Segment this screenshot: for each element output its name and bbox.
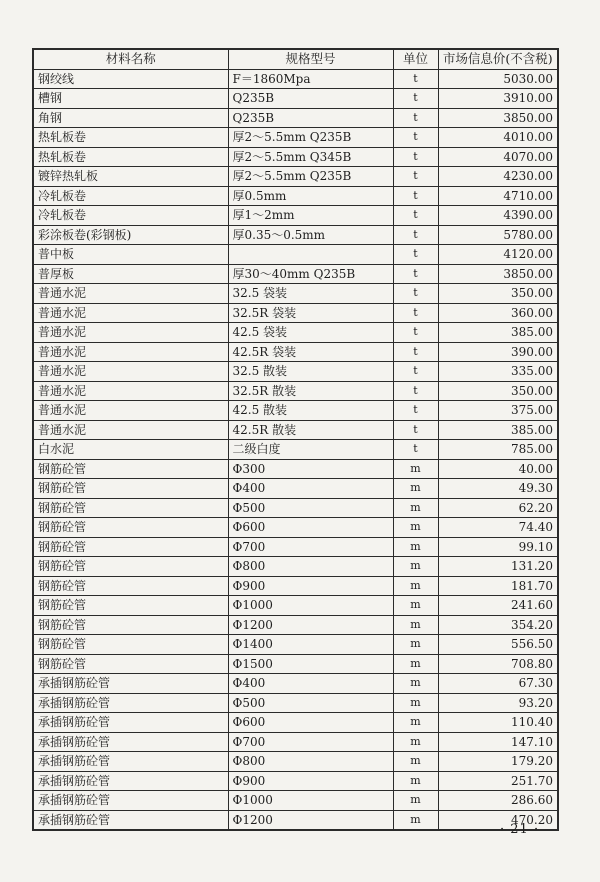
unit-cell: m xyxy=(393,771,438,791)
price-cell: 4070.00 xyxy=(438,147,558,167)
spec-cell: Q235B xyxy=(228,108,393,128)
spec-cell: 厚30～40mm Q235B xyxy=(228,264,393,284)
price-cell: 99.10 xyxy=(438,537,558,557)
spec-cell: Φ900 xyxy=(228,771,393,791)
spec-cell: 厚2～5.5mm Q235B xyxy=(228,128,393,148)
spec-cell: Φ700 xyxy=(228,732,393,752)
price-cell: 3850.00 xyxy=(438,264,558,284)
spec-cell: 32.5 袋装 xyxy=(228,284,393,304)
spec-cell: 42.5R 散装 xyxy=(228,420,393,440)
table-row xyxy=(33,713,558,733)
table-row xyxy=(33,69,558,89)
table-row xyxy=(33,245,558,265)
material-name-cell: 钢筋砼管 xyxy=(33,576,228,596)
unit-cell: t xyxy=(393,420,438,440)
spec-cell: 厚0.35～0.5mm xyxy=(228,225,393,245)
table-row xyxy=(33,108,558,128)
table-row xyxy=(33,518,558,538)
unit-cell: m xyxy=(393,498,438,518)
unit-cell: m xyxy=(393,635,438,655)
price-cell: 241.60 xyxy=(438,596,558,616)
unit-cell: t xyxy=(393,89,438,109)
unit-cell: m xyxy=(393,654,438,674)
unit-cell: m xyxy=(393,479,438,499)
spec-cell: Φ500 xyxy=(228,498,393,518)
spec-cell: Φ300 xyxy=(228,459,393,479)
unit-cell: m xyxy=(393,713,438,733)
table-row xyxy=(33,284,558,304)
price-cell: 4120.00 xyxy=(438,245,558,265)
table-row xyxy=(33,752,558,772)
table-row xyxy=(33,498,558,518)
spec-cell xyxy=(228,245,393,265)
material-name-cell: 承插钢筋砼管 xyxy=(33,713,228,733)
spec-cell: F＝1860Mpa xyxy=(228,69,393,89)
price-cell: 360.00 xyxy=(438,303,558,323)
material-name-cell: 承插钢筋砼管 xyxy=(33,771,228,791)
unit-cell: t xyxy=(393,284,438,304)
price-cell: 708.80 xyxy=(438,654,558,674)
material-name-cell: 钢筋砼管 xyxy=(33,557,228,577)
table-row xyxy=(33,303,558,323)
unit-cell: t xyxy=(393,69,438,89)
table-row xyxy=(33,596,558,616)
material-name-cell: 普通水泥 xyxy=(33,323,228,343)
table-row xyxy=(33,225,558,245)
spec-cell: 42.5R 袋装 xyxy=(228,342,393,362)
price-cell: 335.00 xyxy=(438,362,558,382)
material-name-cell: 钢绞线 xyxy=(33,69,228,89)
spec-cell: Φ400 xyxy=(228,479,393,499)
spec-cell: 42.5 散装 xyxy=(228,401,393,421)
spec-cell: 厚2～5.5mm Q345B xyxy=(228,147,393,167)
table-row xyxy=(33,186,558,206)
spec-cell: Q235B xyxy=(228,89,393,109)
material-name-cell: 钢筋砼管 xyxy=(33,615,228,635)
unit-cell: t xyxy=(393,362,438,382)
price-cell: 354.20 xyxy=(438,615,558,635)
price-cell: 40.00 xyxy=(438,459,558,479)
material-name-cell: 承插钢筋砼管 xyxy=(33,791,228,811)
material-name-cell: 钢筋砼管 xyxy=(33,498,228,518)
material-name-cell: 钢筋砼管 xyxy=(33,596,228,616)
price-cell: 4390.00 xyxy=(438,206,558,226)
price-cell: 3910.00 xyxy=(438,89,558,109)
header-unit: 单位 xyxy=(393,49,438,69)
table-row xyxy=(33,459,558,479)
table-row xyxy=(33,810,558,830)
material-name-cell: 普厚板 xyxy=(33,264,228,284)
price-cell: 110.40 xyxy=(438,713,558,733)
unit-cell: t xyxy=(393,186,438,206)
header-material-name: 材料名称 xyxy=(33,49,228,69)
table-row xyxy=(33,401,558,421)
price-cell: 5780.00 xyxy=(438,225,558,245)
material-name-cell: 白水泥 xyxy=(33,440,228,460)
price-cell: 556.50 xyxy=(438,635,558,655)
table-row xyxy=(33,342,558,362)
table-row xyxy=(33,206,558,226)
spec-cell: 32.5R 散装 xyxy=(228,381,393,401)
table-body xyxy=(33,69,558,830)
price-cell: 375.00 xyxy=(438,401,558,421)
material-name-cell: 普通水泥 xyxy=(33,284,228,304)
table-row xyxy=(33,147,558,167)
material-name-cell: 热轧板卷 xyxy=(33,147,228,167)
spec-cell: 厚0.5mm xyxy=(228,186,393,206)
price-cell: 179.20 xyxy=(438,752,558,772)
spec-cell: 32.5 散装 xyxy=(228,362,393,382)
table-row xyxy=(33,381,558,401)
price-cell: 181.70 xyxy=(438,576,558,596)
price-cell: 4710.00 xyxy=(438,186,558,206)
table-row xyxy=(33,635,558,655)
material-name-cell: 钢筋砼管 xyxy=(33,459,228,479)
material-name-cell: 普通水泥 xyxy=(33,381,228,401)
header-price: 市场信息价(不含税) xyxy=(438,49,558,69)
material-name-cell: 镀锌热轧板 xyxy=(33,167,228,187)
price-cell: 62.20 xyxy=(438,498,558,518)
material-name-cell: 普通水泥 xyxy=(33,303,228,323)
material-name-cell: 普通水泥 xyxy=(33,362,228,382)
material-name-cell: 钢筋砼管 xyxy=(33,479,228,499)
table-row xyxy=(33,576,558,596)
unit-cell: m xyxy=(393,459,438,479)
spec-cell: Φ600 xyxy=(228,518,393,538)
price-cell: 4230.00 xyxy=(438,167,558,187)
unit-cell: m xyxy=(393,537,438,557)
material-name-cell: 承插钢筋砼管 xyxy=(33,810,228,830)
material-name-cell: 钢筋砼管 xyxy=(33,635,228,655)
unit-cell: m xyxy=(393,791,438,811)
price-cell: 350.00 xyxy=(438,284,558,304)
unit-cell: t xyxy=(393,264,438,284)
spec-cell: 32.5R 袋装 xyxy=(228,303,393,323)
table-row xyxy=(33,479,558,499)
spec-cell: Φ400 xyxy=(228,674,393,694)
unit-cell: t xyxy=(393,401,438,421)
table-row xyxy=(33,323,558,343)
spec-cell: Φ1200 xyxy=(228,810,393,830)
material-name-cell: 热轧板卷 xyxy=(33,128,228,148)
unit-cell: t xyxy=(393,167,438,187)
table-row xyxy=(33,128,558,148)
unit-cell: m xyxy=(393,732,438,752)
material-name-cell: 普通水泥 xyxy=(33,420,228,440)
unit-cell: m xyxy=(393,518,438,538)
spec-cell: Φ1000 xyxy=(228,596,393,616)
price-cell: 385.00 xyxy=(438,420,558,440)
spec-cell: Φ1200 xyxy=(228,615,393,635)
price-cell: 3850.00 xyxy=(438,108,558,128)
material-name-cell: 槽钢 xyxy=(33,89,228,109)
header-spec: 规格型号 xyxy=(228,49,393,69)
unit-cell: m xyxy=(393,810,438,830)
price-cell: 470.20 xyxy=(438,810,558,830)
price-cell: 147.10 xyxy=(438,732,558,752)
unit-cell: t xyxy=(393,303,438,323)
price-cell: 350.00 xyxy=(438,381,558,401)
price-table xyxy=(32,48,559,831)
material-name-cell: 钢筋砼管 xyxy=(33,654,228,674)
price-cell: 286.60 xyxy=(438,791,558,811)
spec-cell: 二级白度 xyxy=(228,440,393,460)
spec-cell: 厚2～5.5mm Q235B xyxy=(228,167,393,187)
unit-cell: t xyxy=(393,108,438,128)
table-header-row xyxy=(33,49,558,69)
table-row xyxy=(33,693,558,713)
unit-cell: t xyxy=(393,206,438,226)
table-row xyxy=(33,440,558,460)
table-row xyxy=(33,167,558,187)
unit-cell: t xyxy=(393,147,438,167)
unit-cell: m xyxy=(393,674,438,694)
spec-cell: 厚1～2mm xyxy=(228,206,393,226)
spec-cell: Φ1500 xyxy=(228,654,393,674)
page-number: · 21 · xyxy=(500,822,540,837)
table-row xyxy=(33,654,558,674)
material-name-cell: 角钢 xyxy=(33,108,228,128)
table-row xyxy=(33,89,558,109)
unit-cell: m xyxy=(393,615,438,635)
material-name-cell: 普通水泥 xyxy=(33,342,228,362)
price-cell: 785.00 xyxy=(438,440,558,460)
price-cell: 67.30 xyxy=(438,674,558,694)
spec-cell: Φ600 xyxy=(228,713,393,733)
unit-cell: t xyxy=(393,342,438,362)
unit-cell: m xyxy=(393,752,438,772)
material-name-cell: 普通水泥 xyxy=(33,401,228,421)
material-name-cell: 冷轧板卷 xyxy=(33,206,228,226)
table-row xyxy=(33,557,558,577)
spec-cell: Φ800 xyxy=(228,557,393,577)
table-row xyxy=(33,537,558,557)
material-name-cell: 承插钢筋砼管 xyxy=(33,732,228,752)
material-name-cell: 钢筋砼管 xyxy=(33,537,228,557)
price-cell: 385.00 xyxy=(438,323,558,343)
material-name-cell: 冷轧板卷 xyxy=(33,186,228,206)
price-cell: 5030.00 xyxy=(438,69,558,89)
spec-cell: Φ1000 xyxy=(228,791,393,811)
table-row xyxy=(33,264,558,284)
unit-cell: t xyxy=(393,381,438,401)
spec-cell: Φ1400 xyxy=(228,635,393,655)
table-row xyxy=(33,771,558,791)
spec-cell: 42.5 袋装 xyxy=(228,323,393,343)
material-name-cell: 承插钢筋砼管 xyxy=(33,693,228,713)
table-row xyxy=(33,791,558,811)
price-cell: 4010.00 xyxy=(438,128,558,148)
price-cell: 390.00 xyxy=(438,342,558,362)
table-row xyxy=(33,674,558,694)
table-row xyxy=(33,615,558,635)
price-cell: 49.30 xyxy=(438,479,558,499)
unit-cell: t xyxy=(393,440,438,460)
unit-cell: t xyxy=(393,323,438,343)
price-cell: 251.70 xyxy=(438,771,558,791)
material-name-cell: 彩涂板卷(彩钢板) xyxy=(33,225,228,245)
material-name-cell: 钢筋砼管 xyxy=(33,518,228,538)
material-name-cell: 普中板 xyxy=(33,245,228,265)
unit-cell: m xyxy=(393,693,438,713)
unit-cell: m xyxy=(393,557,438,577)
table-row xyxy=(33,362,558,382)
unit-cell: m xyxy=(393,596,438,616)
unit-cell: t xyxy=(393,128,438,148)
unit-cell: m xyxy=(393,576,438,596)
material-name-cell: 承插钢筋砼管 xyxy=(33,752,228,772)
spec-cell: Φ900 xyxy=(228,576,393,596)
table-row xyxy=(33,732,558,752)
price-cell: 74.40 xyxy=(438,518,558,538)
spec-cell: Φ500 xyxy=(228,693,393,713)
unit-cell: t xyxy=(393,245,438,265)
material-name-cell: 承插钢筋砼管 xyxy=(33,674,228,694)
table-row xyxy=(33,420,558,440)
spec-cell: Φ700 xyxy=(228,537,393,557)
price-cell: 93.20 xyxy=(438,693,558,713)
unit-cell: t xyxy=(393,225,438,245)
price-cell: 131.20 xyxy=(438,557,558,577)
spec-cell: Φ800 xyxy=(228,752,393,772)
